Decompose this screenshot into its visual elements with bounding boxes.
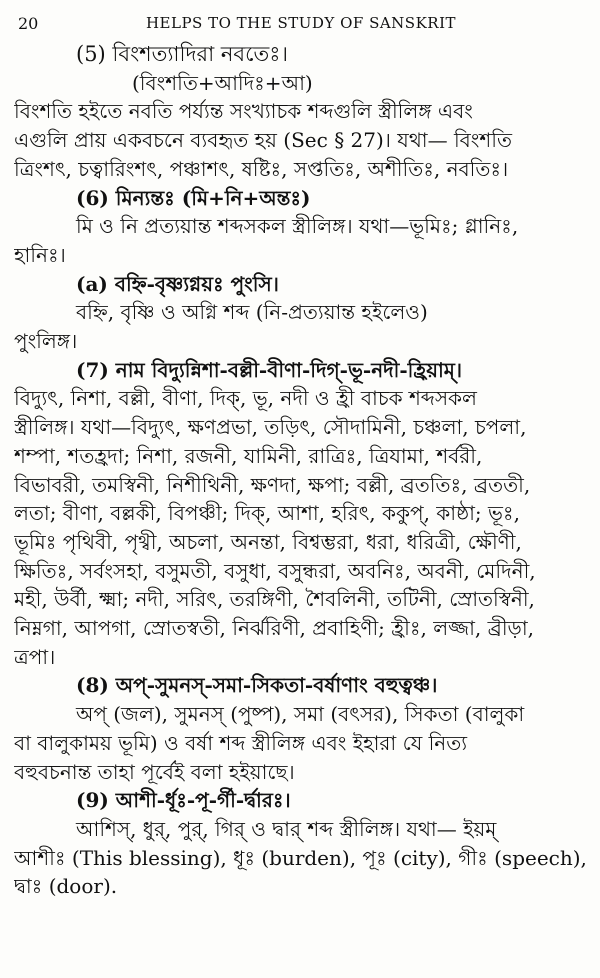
text-body	[14, 40, 588, 901]
text-line: মি ও নি প্রত্যয়ান্ত শব্দসকল স্ত্রীলিঙ্গ। যথা—ভূমিঃ; গ্লানিঃ,	[76, 214, 519, 239]
text-line: ত্রিংশৎ, চত্বারিংশৎ, পঞ্চাশৎ, ষষ্টিঃ, সপ্ততিঃ, অশীতিঃ, নবতিঃ।	[14, 156, 509, 181]
text-line: ভূমিঃ পৃথিবী, পৃথ্বী, অচলা, অনন্তা, বিশ্বম্ভরা, ধরা, ধরিত্রী, ক্ষৌণী,	[14, 529, 522, 554]
page-number: 20	[18, 14, 39, 33]
text-line: ত্রপা।	[14, 644, 56, 669]
text-line: (a) বহ্নি-বৃষ্ণ্যগ্নয়ঃ পুংসি।	[76, 271, 279, 296]
text-line: মহী, উর্বী, ক্ষ্মা; নদী, সরিৎ, তরঙ্গিণী, শৈবলিনী, তটিনী, স্রোতস্বিনী,	[14, 587, 535, 612]
text-line: (7) নাম বিদ্যুন্নিশা-বল্লী-বীণা-দিগ্-ভূ-নদী-হ্রিয়াম্।	[76, 357, 463, 382]
text-line: বহ্নি, বৃষ্ণি ও অগ্নি শব্দ (নি-প্রত্যয়ান্ত হইলেও)	[76, 300, 428, 325]
text-line: পুংলিঙ্গ।	[14, 329, 78, 354]
running-title: HELPS TO THE STUDY OF SANSKRIT	[145, 14, 457, 32]
text-line: (8) অপ্-সুমনস্-সমা-সিকতা-বর্ষাণাং বহুত্বঞ্চ।	[76, 673, 438, 698]
text-line: বহুবচনান্ত তাহা পূর্বেই বলা হইয়াছে।	[14, 759, 295, 784]
text-line: (বিংশতি+আদিঃ+আ)	[132, 70, 313, 95]
text-line: স্ত্রীলিঙ্গ। যথা—বিদ্যুৎ, ক্ষণপ্রভা, তড়িৎ, সৌদামিনী, চঞ্চলা, চপলা,	[14, 415, 527, 440]
text-line: ক্ষিতিঃ, সর্বংসহা, বসুমতী, বসুধা, বসুন্ধরা, অবনিঃ, অবনী, মেদিনী,	[14, 558, 536, 583]
text-line: নিম্নগা, আপগা, স্রোতস্বতী, নির্ঝরিণী, প্রবাহিণী; হ্রীঃ, লজ্জা, ব্রীড়া,	[14, 616, 534, 641]
text-line: বিভাবরী, তমস্বিনী, নিশীথিনী, ক্ষণদা, ক্ষপা; বল্লী, ব্রততিঃ, ব্রততী,	[14, 472, 531, 497]
text-line: অপ্ (জল), সুমনস্ (পুষ্প), সমা (বৎসর), সিকতা (বালুকা	[76, 702, 525, 727]
text-line: হানিঃ।	[14, 242, 66, 267]
text-line: শম্পা, শতহ্রদা; নিশা, রজনী, যামিনী, রাত্রিঃ, ত্রিযামা, শর্বরী,	[14, 443, 483, 468]
text-line: বিংশতি হইতে নবতি পর্য্যন্ত সংখ্যাচক শব্দগুলি স্ত্রীলিঙ্গ এবং	[14, 99, 473, 124]
text-line: আশিস্, ধুর্, পুর্, গির্ ও দ্বার্ শব্দ স্ত্রীলিঙ্গ। যথা— ইয়ম্	[76, 816, 497, 841]
text-line: দ্বাঃ (door).	[14, 874, 118, 899]
text-line: বা বালুকাময় ভূমি) ও বর্ষা শব্দ স্ত্রীলিঙ্গ এবং ইহারা যে নিত্য	[14, 730, 468, 755]
text-line: (5) বিংশত্যাদিরা নবতেঃ।	[76, 42, 288, 66]
text-line: এগুলি প্রায় একবচনে ব্যবহৃত হয় (Sec § 27)। যথা— বিংশতি	[14, 128, 512, 153]
text-line: লতা; বীণা, বল্লকী, বিপঞ্চী; দিক্, আশা, হরিৎ, ককুপ্, কাষ্ঠা; ভূঃ,	[14, 501, 520, 526]
text-line: (6) মিন্যন্তঃ (মি+নি+অন্তঃ)	[76, 185, 311, 210]
text-line: আশীঃ (This blessing), ধূঃ (burden), পূঃ (city), গীঃ (speech),	[14, 845, 587, 870]
text-line: বিদ্যুৎ, নিশা, বল্লী, বীণা, দিক্, ভূ, নদী ও হ্রী বাচক শব্দসকল	[14, 386, 477, 411]
text-line: (9) আশী-র্ধূঃ-পূ-র্গী-র্দ্বারঃ।	[76, 788, 291, 813]
page-header	[14, 10, 588, 40]
